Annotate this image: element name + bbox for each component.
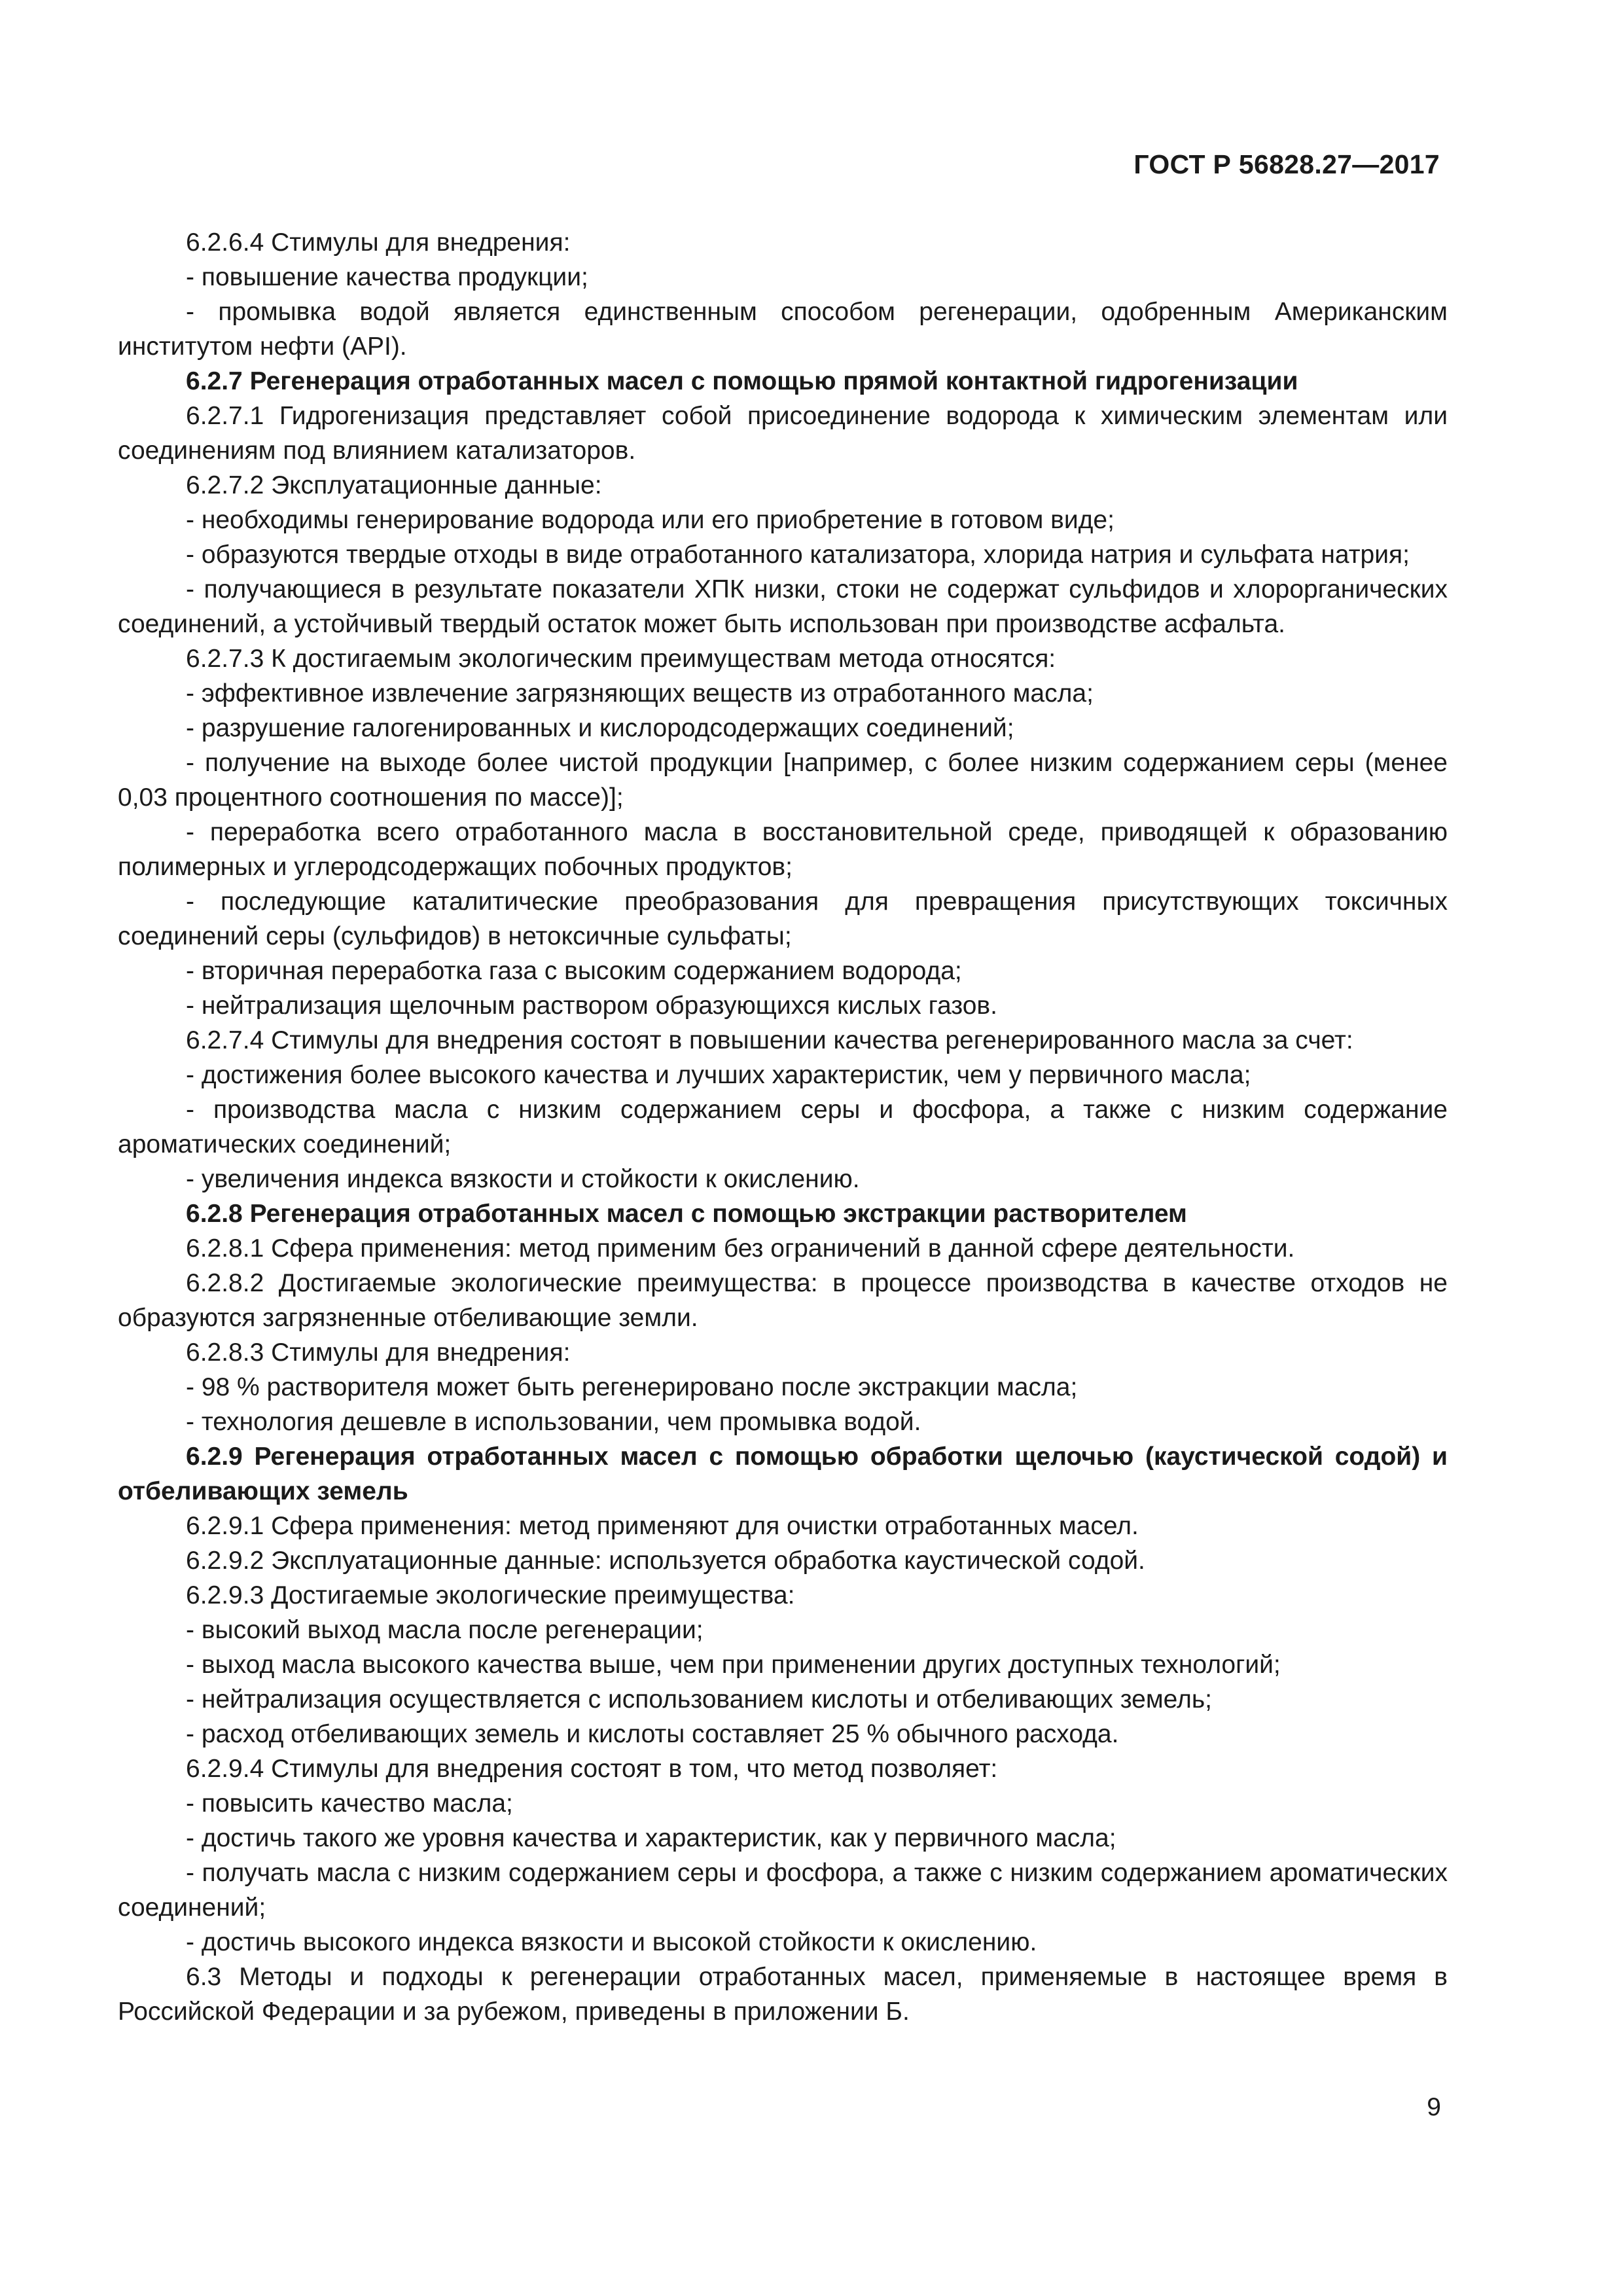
paragraph: - достижения более высокого качества и лучших характеристик, чем у первичного масла; (186, 1061, 1251, 1089)
paragraph: 6.2.8.3 Стимулы для внедрения: (186, 1338, 571, 1367)
document-code: ГОСТ Р 56828.27—2017 (1133, 149, 1440, 179)
paragraph: - достичь такого же уровня качества и характеристик, как у первичного масла; (186, 1824, 1116, 1852)
paragraph: 6.2.8.2 Достигаемые экологические преимущества: в процессе производства в качестве отходов не образуются загрязненные отбеливающие земли. (118, 1269, 1448, 1332)
paragraph: 6.2.9.4 Стимулы для внедрения состоят в том, что метод позволяет: (186, 1755, 998, 1783)
paragraph: - переработка всего отработанного масла в восстановительной среде, приводящей к образованию полимерных и углеродсодержащих побочных продуктов; (118, 818, 1448, 881)
paragraph: 6.2.8.1 Сфера применения: метод применим без ограничений в данной сфере деятельности. (186, 1234, 1295, 1263)
paragraph: - достичь высокого индекса вязкости и высокой стойкости к окислению. (186, 1928, 1037, 1956)
paragraph: - расход отбеливающих земель и кислоты составляет 25 % обычного расхода. (186, 1720, 1119, 1748)
paragraph: 6.2.7.1 Гидрогенизация представляет собой присоединение водорода к химическим элементам или соединениям под влиянием катализаторов. (118, 402, 1448, 465)
paragraph: - разрушение галогенированных и кислородсодержащих соединений; (186, 714, 1014, 742)
paragraph: - нейтрализация щелочным раствором образующихся кислых газов. (186, 992, 997, 1020)
paragraph: 6.2.9.3 Достигаемые экологические преимущества: (186, 1581, 795, 1609)
paragraph: - 98 % растворителя может быть регенерировано после экстракции масла; (186, 1373, 1078, 1401)
paragraph: - нейтрализация осуществляется с использованием кислоты и отбеливающих земель; (186, 1685, 1212, 1713)
paragraph: 6.2.9.1 Сфера применения: метод применяют для очистки отработанных масел. (186, 1512, 1139, 1540)
paragraph: - технология дешевле в использовании, чем промывка водой. (186, 1408, 921, 1436)
paragraph: - эффективное извлечение загрязняющих веществ из отработанного масла; (186, 679, 1094, 708)
paragraph: - высокий выход масла после регенерации; (186, 1616, 704, 1644)
paragraph: - повысить качество масла; (186, 1789, 513, 1818)
paragraph: - последующие каталитические преобразования для превращения присутствующих токсичных соединений серы (сульфидов) в нетоксичные сульфаты; (118, 888, 1448, 950)
paragraph: - образуются твердые отходы в виде отработанного катализатора, хлорида натрия и сульфата натрия; (186, 541, 1410, 569)
section-heading: 6.2.9 Регенерация отработанных масел с помощью обработки щелочью (каустической содой) и отбеливающих земель (118, 1443, 1448, 1505)
paragraph: 6.2.6.4 Стимулы для внедрения: (186, 228, 571, 257)
paragraph: - вторичная переработка газа с высоким содержанием водорода; (186, 957, 962, 985)
section-heading: 6.2.7 Регенерация отработанных масел с помощью прямой контактной гидрогенизации (186, 367, 1298, 395)
page-number: 9 (1427, 2093, 1441, 2121)
paragraph: 6.2.9.2 Эксплуатационные данные: используется обработка каустической содой. (186, 1547, 1145, 1575)
document-body (118, 225, 1448, 2029)
paragraph: 6.2.7.2 Эксплуатационные данные: (186, 471, 602, 499)
paragraph: - повышение качества продукции; (186, 263, 588, 291)
paragraph: 6.2.7.3 К достигаемым экологическим преимуществам метода относятся: (186, 645, 1056, 673)
paragraph: - получающиеся в результате показатели ХПК низки, стоки не содержат сульфидов и хлорорганических соединений, а устойчивый твердый остаток может быть использован при производстве асфальта. (118, 575, 1448, 638)
paragraph: 6.3 Методы и подходы к регенерации отработанных масел, применяемые в настоящее время в Российской Федерации и за рубежом, приведены в приложении Б. (118, 1963, 1448, 2026)
paragraph: - получение на выходе более чистой продукции [например, с более низким содержанием серы (менее 0,03 процентного соотношения по массе)]; (118, 749, 1448, 812)
paragraph: - производства масла с низким содержанием серы и фосфора, а также с низким содержание ароматических соединений; (118, 1096, 1448, 1158)
paragraph: - увеличения индекса вязкости и стойкости к окислению. (186, 1165, 860, 1193)
paragraph: - выход масла высокого качества выше, чем при применении других доступных технологий; (186, 1651, 1281, 1679)
paragraph: - необходимы генерирование водорода или его приобретение в готовом виде; (186, 506, 1115, 534)
section-heading: 6.2.8 Регенерация отработанных масел с помощью экстракции растворителем (186, 1200, 1187, 1228)
paragraph: - промывка водой является единственным способом регенерации, одобренным Американским институтом нефти (API). (118, 298, 1448, 361)
paragraph: 6.2.7.4 Стимулы для внедрения состоят в повышении качества регенерированного масла за счет: (186, 1026, 1353, 1054)
paragraph: - получать масла с низким содержанием серы и фосфора, а также с низким содержанием ароматических соединений; (118, 1859, 1448, 1922)
